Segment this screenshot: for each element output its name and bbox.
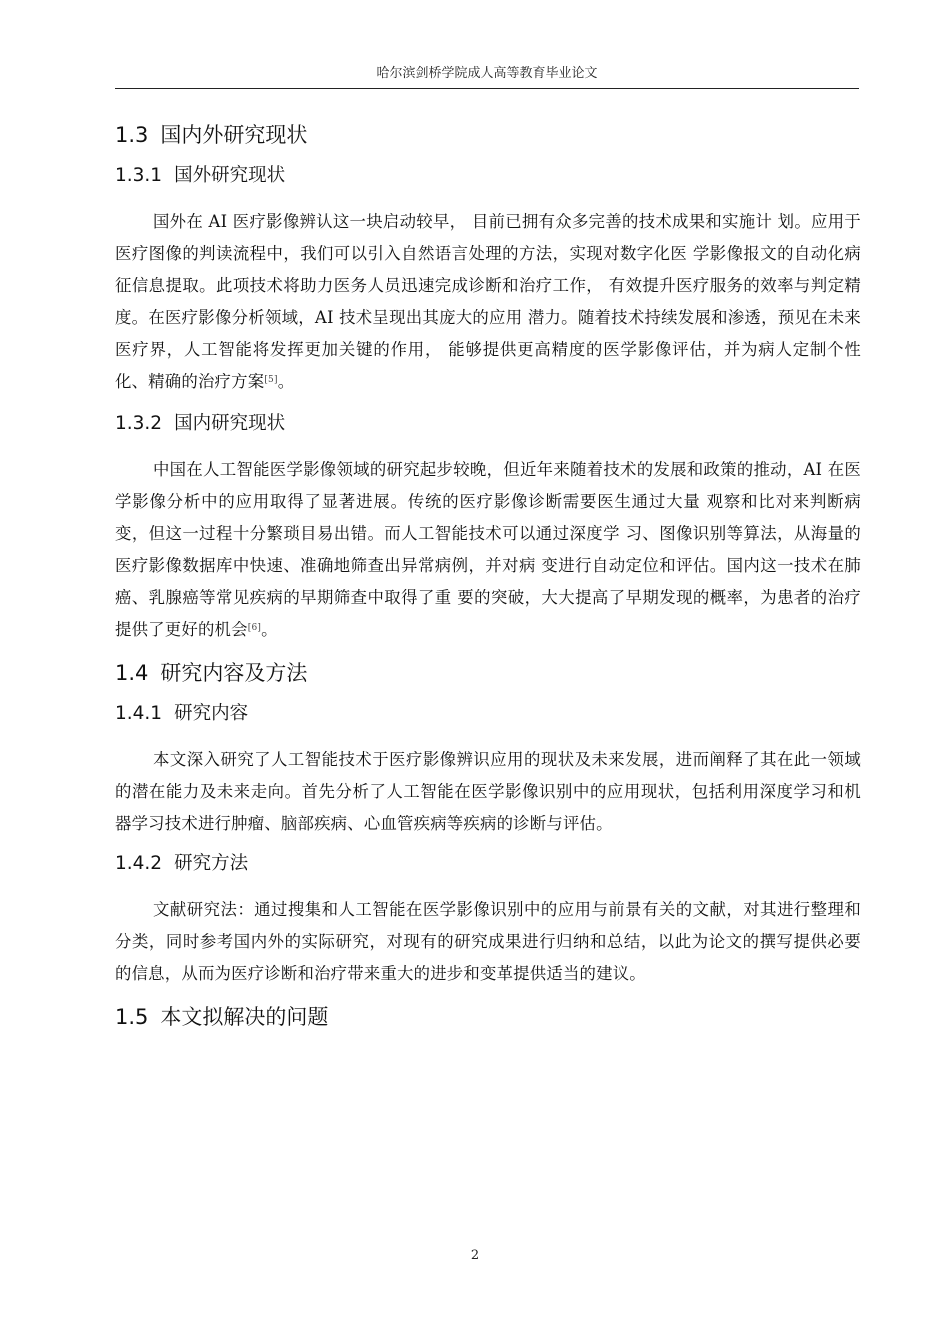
- section-heading-1-3: [115, 120, 861, 150]
- section-title: 本文拟解决的问题: [160, 1005, 329, 1029]
- subsection-number: 1.3.1: [115, 165, 163, 186]
- paragraph-text: 国外在 AI 医疗影像辨认这一块启动较早， 目前已拥有众多完善的技术成果和实施计 划。应用于医疗图像的判读流程中，我们可以引入自然语言处理的方法，实现对数字化医 学影像报文的自动化病征信息提取。此项技术将助力医务人员迅速完成诊断和治疗工作， 有效提升医疗服务的效率与判定精度。在医疗影像分析领域，AI 技术呈现出其庞大的应用 潜力。随着技术持续发展和渗透，预见在未来医疗界，人工智能将发挥更加关键的作用， 能够提供更高精度的医学影像评估，并为病人定制个性化、精确的治疗方案: [115, 212, 861, 391]
- section-title: 研究内容及方法: [160, 661, 308, 685]
- paragraph-end: 。: [277, 372, 295, 391]
- paragraph-text: 文献研究法：通过搜集和人工智能在医学影像识别中的应用与前景有关的文献，对其进行整理和分类，同时参考国内外的实际研究，对现有的研究成果进行归纳和总结，以此为论文的撰写提供必要的信息，从而为医疗诊断和治疗带来重大的进步和变革提供适当的建议。: [115, 900, 861, 983]
- paragraph-text: 中国在人工智能医学影像领域的研究起步较晚，但近年来随着技术的发展和政策的推动，AI 在医学影像分析中的应用取得了显著进展。传统的医疗影像诊断需要医生通过大量 观察和比对来判断病变，但这一过程十分繁琐目易出错。而人工智能技术可以通过深度学 习、图像识别等算法，从海量的医疗影像数据库中快速、准确地筛查出异常病例，并对病 变进行自动定位和评估。国内这一技术在肺癌、乳腺癌等常见疾病的早期筛查中取得了重 要的突破，大大提高了早期发现的概率，为患者的治疗提供了更好的机会: [115, 460, 861, 639]
- section-number: 1.3: [115, 123, 149, 147]
- subsection-heading-1-4-1: [115, 700, 861, 728]
- subsection-heading-1-3-1: [115, 162, 861, 190]
- section-title: 国内外研究现状: [160, 123, 308, 147]
- paragraph-end: 。: [261, 620, 278, 639]
- subsection-title: 研究内容: [174, 703, 249, 724]
- paragraph-domestic-research: [115, 454, 861, 646]
- subsection-number: 1.4.2: [115, 853, 163, 874]
- subsection-heading-1-4-2: [115, 850, 861, 878]
- paragraph-research-content: [115, 744, 861, 840]
- paragraph-foreign-research: [115, 206, 861, 398]
- subsection-title: 国外研究现状: [174, 165, 286, 186]
- paragraph-research-method: [115, 894, 861, 990]
- header-title: 哈尔滨剑桥学院成人高等教育毕业论文: [376, 66, 598, 81]
- subsection-title: 国内研究现状: [174, 413, 286, 434]
- citation-5: [5]: [264, 375, 278, 385]
- subsection-heading-1-3-2: [115, 410, 861, 438]
- subsection-number: 1.4.1: [115, 703, 163, 724]
- section-heading-1-4: [115, 658, 861, 688]
- subsection-number: 1.3.2: [115, 413, 163, 434]
- section-heading-1-5: [115, 1002, 861, 1032]
- paragraph-text: 本文深入研究了人工智能技术于医疗影像辨识应用的现状及未来发展，进而阐释了其在此一领域的潜在能力及未来走向。首先分析了人工智能在医学影像识别中的应用现状，包括利用深度学习和机器学习技术进行肿瘤、脑部疾病、心血管疾病等疾病的诊断与评估。: [115, 750, 861, 833]
- section-number: 1.4: [115, 661, 149, 685]
- citation-6: [6]: [247, 623, 262, 633]
- page-header: [115, 66, 859, 89]
- page-content: [115, 120, 861, 1032]
- section-number: 1.5: [115, 1005, 149, 1029]
- page-number: 2: [470, 1248, 480, 1263]
- subsection-title: 研究方法: [174, 853, 249, 874]
